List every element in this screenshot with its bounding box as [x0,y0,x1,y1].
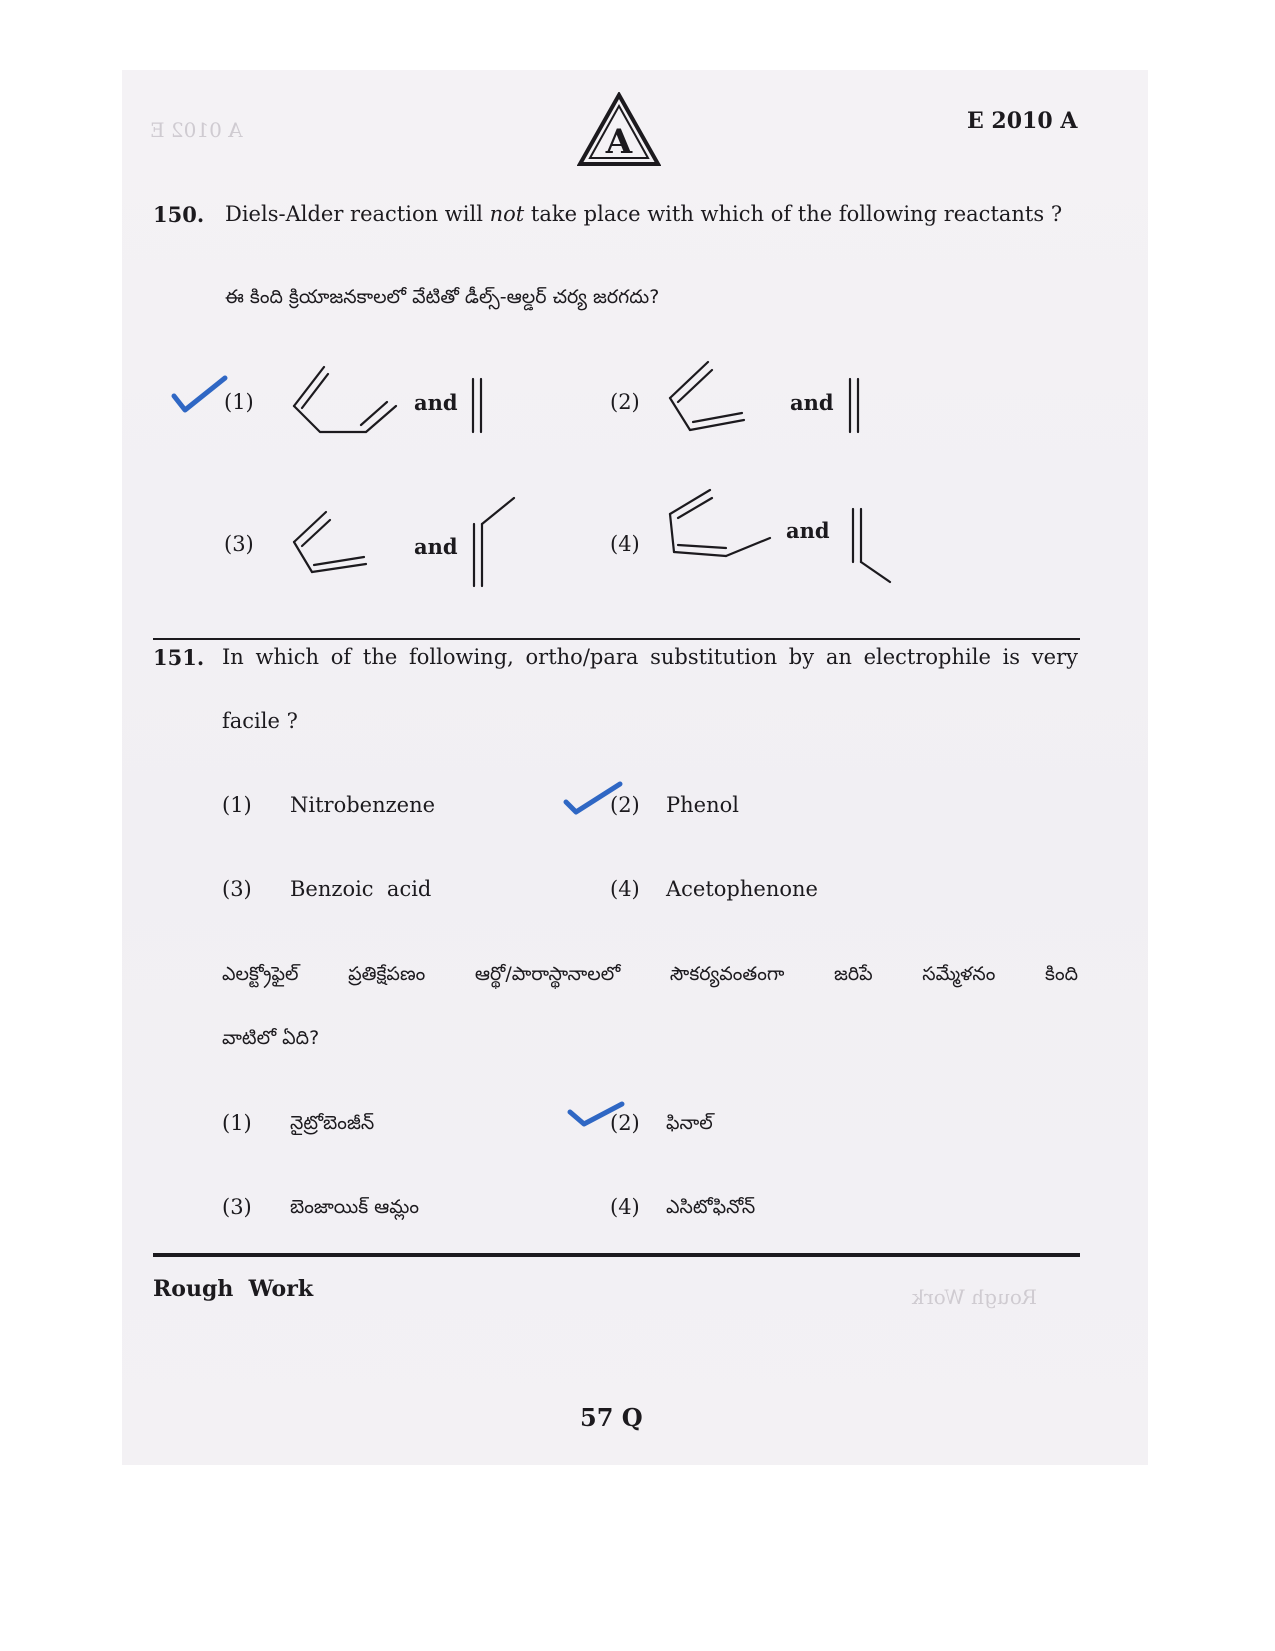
page-number: 57 Q [580,1403,643,1432]
q151-text-line2: facile ? [222,709,298,733]
q151-number: 151. [153,645,205,670]
q150-option1-structure-ethene [467,376,487,436]
rough-work-divider [153,1253,1080,1257]
q150-option1-number: (1) [224,390,254,414]
q150-option1-structure-open-diene [290,362,400,438]
q150-option2-structure-ethene [844,376,864,436]
q150-telugu-text: ఈ కింది క్రియాజనకాలలో వేటితో డీల్స్-ఆల్డర్ చర్య జరగదు? [225,286,660,308]
q151-option3-label: Benzoic acid [290,877,432,901]
q151-telugu-option4-number: (4) [610,1195,640,1219]
q150-option2-and: and [790,390,834,415]
q151-option4-number: (4) [610,877,640,901]
q151-telugu-option1-number: (1) [222,1111,252,1135]
q150-option4-structure-cyclic-diene [666,486,776,570]
q150-option4-structure-propene [848,506,894,586]
q150-number: 150. [153,202,205,227]
q151-telugu-option4-label: ఎసిటోఫినోన్ [666,1196,756,1218]
booklet-code: E 2010 A [967,108,1078,134]
ghost-header-code: A 0102 E [150,118,243,142]
q151-option1-number: (1) [222,793,252,817]
q150-option4-number: (4) [610,532,640,556]
q151-telugu-option2-number: (2) [610,1111,640,1135]
q150-option3-number: (3) [224,532,254,556]
q150-option2-number: (2) [610,390,640,414]
q151-option3-number: (3) [222,877,252,901]
q151-telugu-option1-label: నైట్రోబెంజీన్ [290,1112,375,1134]
rough-work-label: Rough Work [153,1276,314,1302]
q151-option2-label: Phenol [666,793,739,817]
q151-option1-label: Nitrobenzene [290,793,436,817]
q151-telugu-option3-label: బెంజాయిక్ ఆమ్లం [290,1196,420,1218]
q150-option3-structure-propene [468,494,518,590]
question-divider [153,638,1080,640]
q150-text: Diels-Alder reaction will not take place with which of the following reactants ? [225,202,1063,226]
ghost-rough-work: Rough Work [912,1285,1037,1309]
q151-option2-number: (2) [610,793,640,817]
q151-text-line1: In which of the following, ortho/para substitution by an electrophile is very [222,645,1078,669]
q150-option2-structure-cis-diene [666,358,748,434]
q150-option3-and: and [414,534,458,559]
q150-option4-and: and [786,518,830,543]
logo-letter: A [605,122,633,162]
q151-telugu-text-line2: వాటిలో ఏది? [222,1027,320,1049]
q151-telugu-option2-label: ఫినాల్ [666,1112,713,1134]
q150-option1-checkmark [170,372,230,416]
q150-option3-structure-cis-diene [290,508,370,576]
q151-telugu-option3-number: (3) [222,1195,252,1219]
q150-option1-and: and [414,390,458,415]
q151-telugu-text-line1: ఎలక్ట్రోఫైల్ ప్రతిక్షేపణం ఆర్థో/పారాస్థానాలలో సౌకర్యవంతంగా జరిపే సమ్మేళనం కింది [222,963,1078,985]
q151-option4-label: Acetophenone [666,877,818,901]
version-logo-triangle [577,92,661,168]
